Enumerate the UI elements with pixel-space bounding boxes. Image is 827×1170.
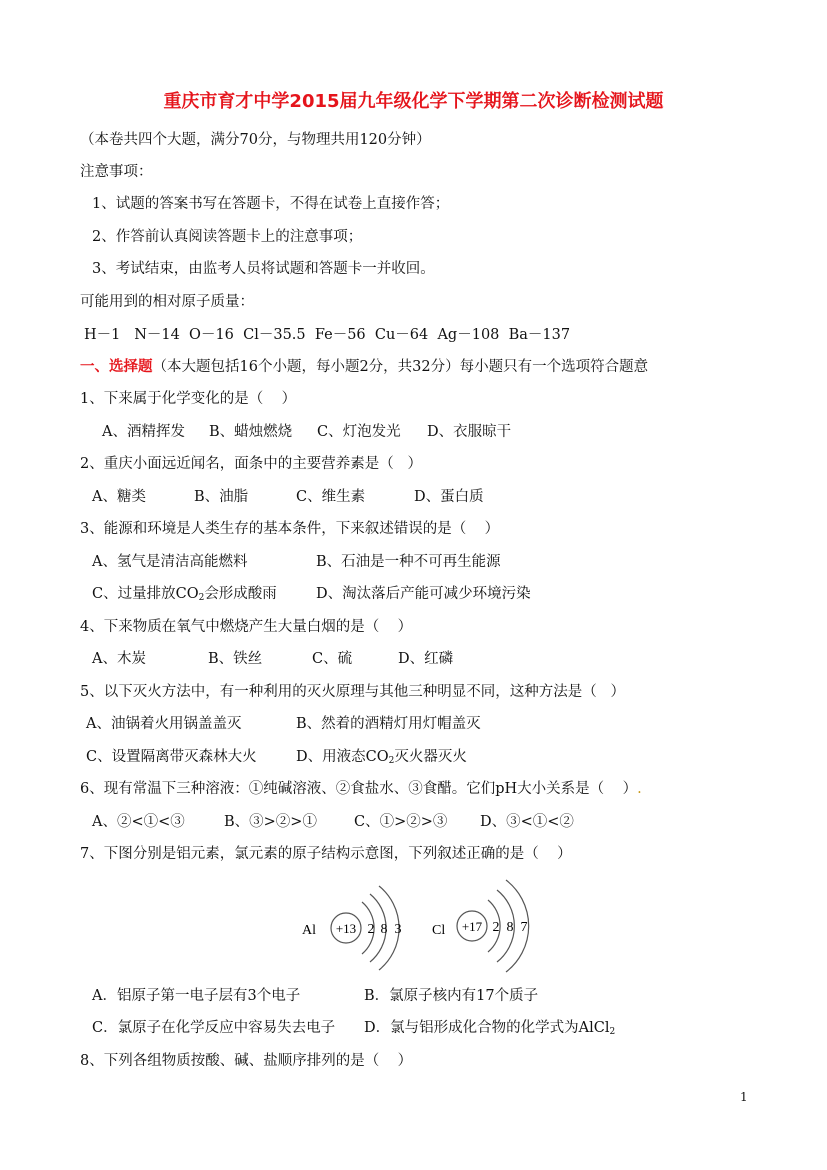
question-stem: 2、重庆小面远近闻名，面条中的主要营养素是（ ） xyxy=(80,456,423,472)
option-a: A、氢气是清洁高能燃料 xyxy=(92,554,248,570)
question-stem: 6、现有常温下三种溶液：①纯碱溶液、②食盐水、③食醋。它们pH大小关系是（ ）. xyxy=(80,781,642,797)
notice-item: 1、试题的答案书写在答题卡，不得在试卷上直接作答； xyxy=(92,196,450,212)
option-c: C、过量排放$CO_2$会形成酸雨 xyxy=(92,586,277,603)
option-a: A、糖类 xyxy=(92,489,146,505)
section-label: 一、选择题 xyxy=(80,358,153,375)
cl-symbol: Cl xyxy=(432,923,446,938)
option-b: B、③>②>① xyxy=(224,814,317,830)
option-d: D、淘汰落后产能可减少环境污染 xyxy=(316,586,531,602)
page-title: 重庆市育才中学2015届九年级化学下学期第二次诊断检测试题 xyxy=(163,91,664,112)
option-b: B、油脂 xyxy=(194,489,249,505)
section-heading xyxy=(80,357,648,377)
question-stem: 5、以下灭火方法中，有一种利用的灭火原理与其他三种明显不同，这种方法是（ ） xyxy=(80,684,626,700)
page-number: 1 xyxy=(740,1090,748,1104)
option-c: C、硫 xyxy=(312,651,353,667)
option-b: B、铁丝 xyxy=(208,651,263,667)
option-a: A、木炭 xyxy=(92,651,146,667)
notice-item: 3、考试结束，由监考人员将试题和答题卡一并收回。 xyxy=(92,261,435,277)
option-c: C、维生素 xyxy=(296,489,366,505)
cl-nucleus-charge: +17 xyxy=(461,919,483,934)
option-c: C、设置隔离带灭森林大火 xyxy=(86,749,257,765)
option-a: A、油锅着火用锅盖盖灭 xyxy=(86,716,242,732)
al-shell-electrons: 8 xyxy=(380,922,388,937)
section-description: （本大题包括16个小题，每小题2分，共32分）每小题只有一个选项符合题意 xyxy=(152,359,649,375)
option-b: B、石油是一种不可再生能源 xyxy=(316,554,501,570)
al-shell-electrons: 2 xyxy=(367,922,375,937)
al-shell-electrons: 3 xyxy=(394,922,402,937)
al-symbol: Al xyxy=(302,923,316,938)
question-stem: 4、下来物质在氧气中燃烧产生大量白烟的是（ ） xyxy=(80,619,413,635)
exam-subtitle: （本卷共四个大题，满分70分，与物理共用120分钟） xyxy=(80,132,431,148)
notice-item: 2、作答前认真阅读答题卡上的注意事项； xyxy=(92,229,363,245)
option-d: D、红磷 xyxy=(398,651,454,667)
cl-shell-electrons: 7 xyxy=(520,920,528,935)
option-a: A、酒精挥发 xyxy=(102,424,185,440)
atomic-mass-heading: 可能用到的相对原子质量： xyxy=(80,294,254,310)
option-c: C、灯泡发光 xyxy=(317,424,401,440)
al-nucleus-charge: +13 xyxy=(335,921,357,936)
option-d: D、③<①<② xyxy=(480,814,574,830)
option-b: B、然着的酒精灯用灯帽盖灭 xyxy=(296,716,481,732)
option-d: D、衣服晾干 xyxy=(427,424,512,440)
option-d: D．氯与铝形成化合物的化学式为AlCl$_2$ xyxy=(364,1020,616,1037)
atomic-mass-values: H－1 N－14 O－16 Cl－35.5 Fe－56 Cu－64 Ag－108 Ba－137 xyxy=(84,327,571,343)
cl-shell-electrons: 8 xyxy=(506,920,514,935)
option-b: B、蜡烛燃烧 xyxy=(209,424,293,440)
option-a: A、②<①<③ xyxy=(92,814,185,830)
atomic-structure-diagram xyxy=(290,872,540,984)
stray-dot: . xyxy=(637,781,642,797)
option-b: B．氯原子核内有17个质子 xyxy=(364,988,539,1004)
option-c: C、①>②>③ xyxy=(354,814,448,830)
question-stem: 7、下图分别是铝元素，氯元素的原子结构示意图，下列叙述正确的是（ ） xyxy=(80,846,572,862)
option-d: D、蛋白质 xyxy=(414,489,484,505)
question-stem: 3、能源和环境是人类生存的基本条件，下来叙述错误的是（ ） xyxy=(80,521,500,537)
question-stem: 8、下列各组物质按酸、碱、盐顺序排列的是（ ） xyxy=(80,1053,413,1069)
option-c: C．氯原子在化学反应中容易失去电子 xyxy=(92,1020,336,1036)
option-d: D、用液态$CO_2$灭火器灭火 xyxy=(296,749,467,766)
notice-heading: 注意事项： xyxy=(80,164,153,180)
cl-shell-electrons: 2 xyxy=(492,920,500,935)
option-a: A．铝原子第一电子层有3个电子 xyxy=(92,988,301,1004)
question-stem: 1、下来属于化学变化的是（ ） xyxy=(80,391,297,407)
